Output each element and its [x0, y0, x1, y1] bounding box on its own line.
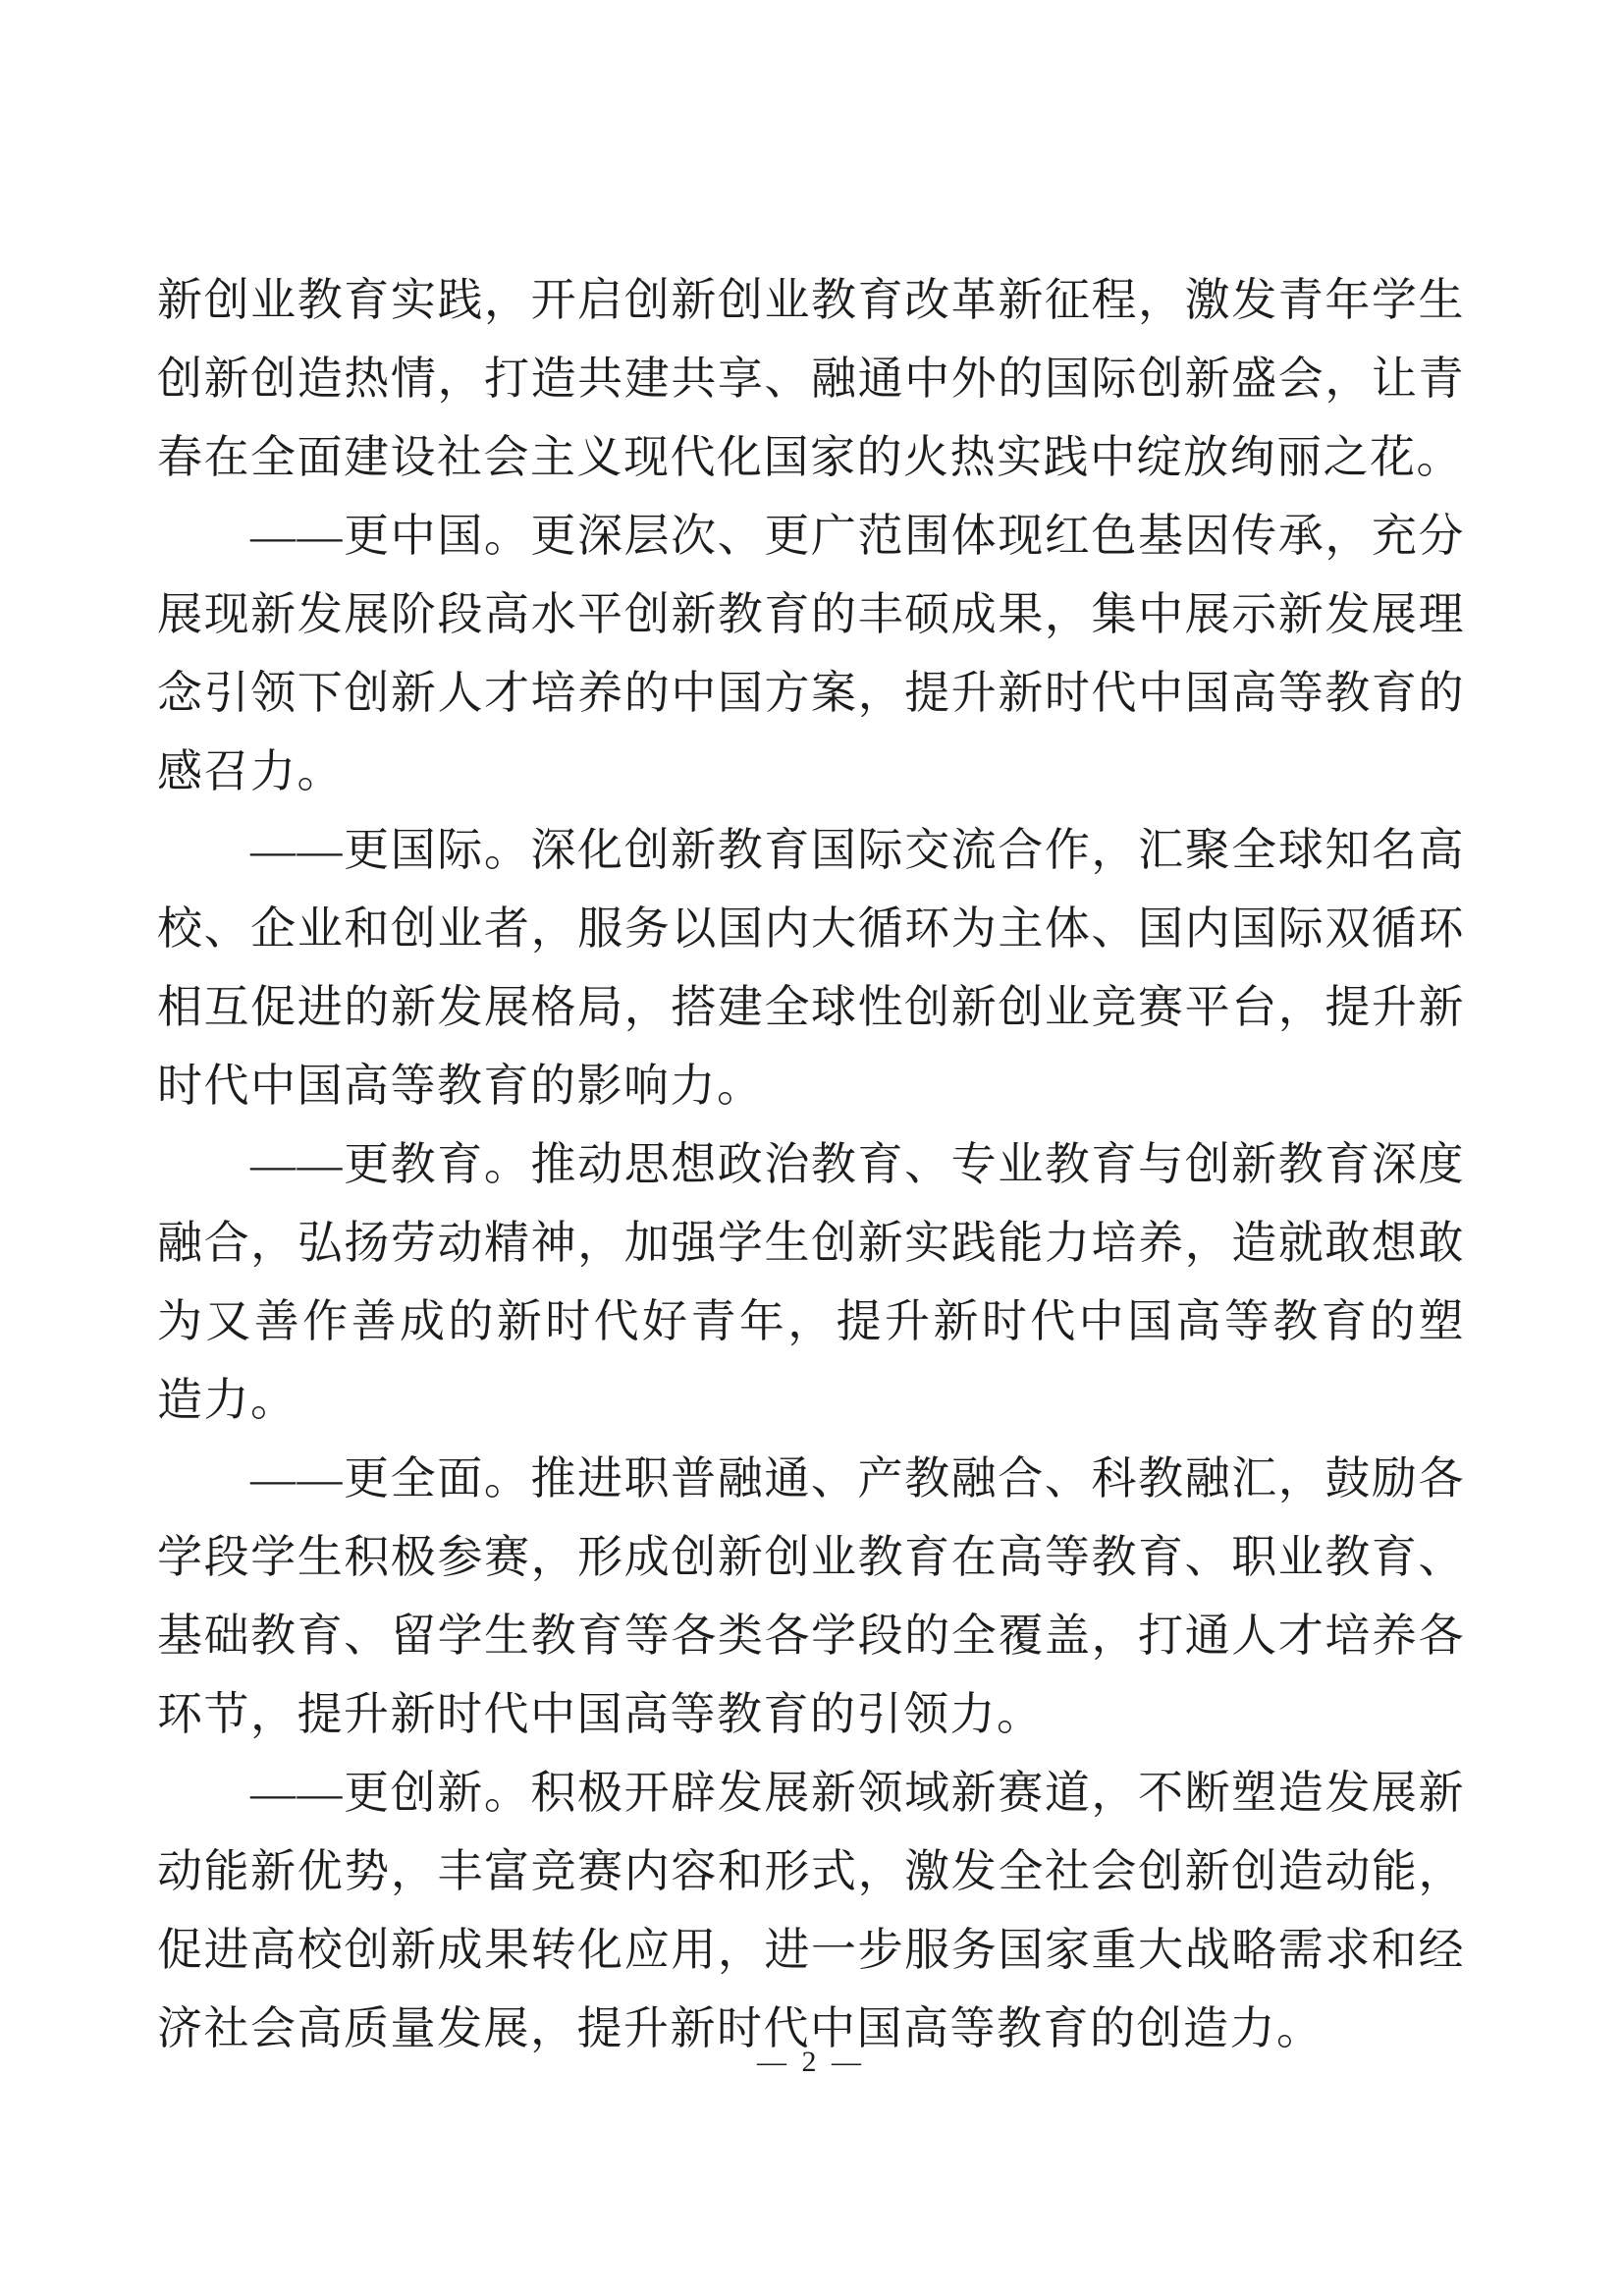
text-line: 促进高校创新成果转化应用，进一步服务国家重大战略需求和经 [157, 1925, 1465, 1975]
text-line: 动能新优势，丰富竞赛内容和形式，激发全社会创新创造动能， [157, 1846, 1465, 1896]
text-line: 造力。 [157, 1375, 297, 1425]
text-line: 为又善作善成的新时代好青年，提升新时代中国高等教育的塑 [157, 1296, 1465, 1346]
text-line: ——更中国。更深层次、更广范围体现红色基因传承，充分 [250, 511, 1465, 561]
text-line: 念引领下创新人才培养的中国方案，提升新时代中国高等教育的 [157, 668, 1465, 718]
text-line: 创新创造热情，打造共建共享、融通中外的国际创新盛会，让青 [157, 354, 1465, 404]
text-line: ——更国际。深化创新教育国际交流合作，汇聚全球知名高 [250, 825, 1465, 875]
text-line: 时代中国高等教育的影响力。 [157, 1061, 764, 1111]
text-line: 新创业教育实践，开启创新创业教育改革新征程，激发青年学生 [157, 275, 1465, 325]
text-line: 感召力。 [157, 746, 344, 796]
page-number: — 2 — [757, 2046, 865, 2078]
text-line: 基础教育、留学生教育等各类各学段的全覆盖，打通人才培养各 [157, 1611, 1465, 1661]
text-line: 展现新发展阶段高水平创新教育的丰硕成果，集中展示新发展理 [157, 589, 1465, 639]
text-line: ——更全面。推进职普融通、产教融合、科教融汇，鼓励各 [250, 1453, 1465, 1503]
paragraph [157, 1125, 1465, 1440]
text-line: 学段学生积极参赛，形成创新创业教育在高等教育、职业教育、 [157, 1532, 1465, 1582]
text-line: 环节，提升新时代中国高等教育的引领力。 [157, 1689, 1044, 1739]
document-body [157, 261, 1465, 2068]
text-line: 融合，弘扬劳动精神，加强学生创新实践能力培养，造就敢想敢 [157, 1218, 1465, 1268]
paragraph [157, 1440, 1465, 1754]
paragraph [157, 497, 1465, 811]
text-line: ——更创新。积极开辟发展新领域新赛道，不断塑造发展新 [250, 1768, 1465, 1818]
text-line: 相互促进的新发展格局，搭建全球性创新创业竞赛平台，提升新 [157, 982, 1465, 1032]
paragraph [157, 261, 1465, 497]
paragraph [157, 811, 1465, 1125]
text-line: 春在全面建设社会主义现代化国家的火热实践中绽放绚丽之花。 [157, 432, 1463, 482]
text-line: ——更教育。推动思想政治教育、专业教育与创新教育深度 [250, 1139, 1465, 1189]
text-line: 济社会高质量发展，提升新时代中国高等教育的创造力。 [157, 2003, 1324, 2053]
paragraph [157, 1754, 1465, 2068]
text-line: 校、企业和创业者，服务以国内大循环为主体、国内国际双循环 [157, 903, 1465, 954]
